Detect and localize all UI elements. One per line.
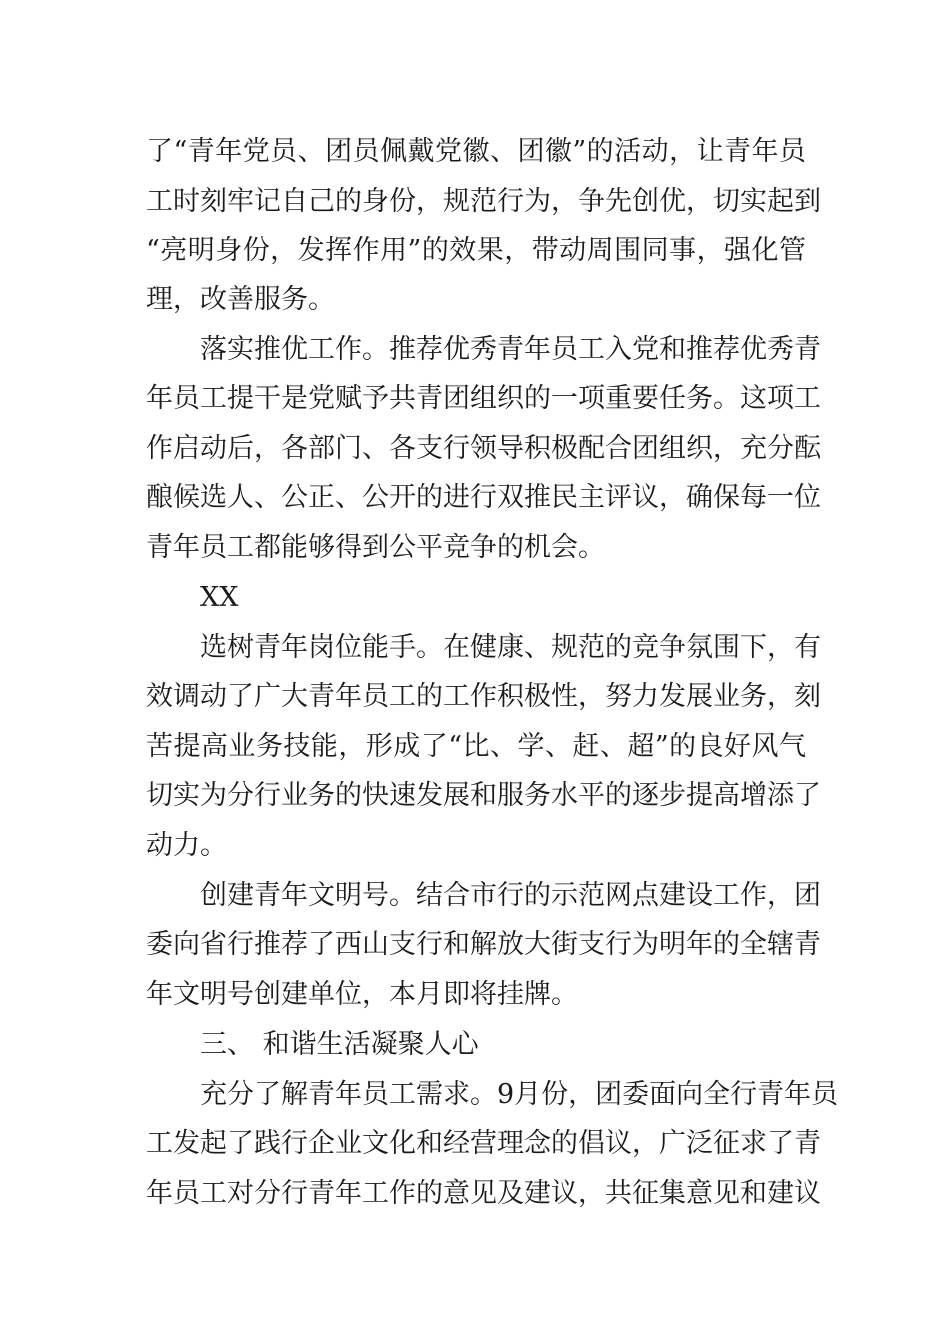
text-line: 年员工提干是党赋予共青团组织的一项重要任务。这项工 [146,383,821,414]
text-line: 青年员工都能够得到公平竞争的机会。 [146,532,605,563]
text-line: 了“青年党员、团员佩戴党徽、团徽”的活动，让青年员 [146,136,806,167]
text-line: 酿候选人、公正、公开的进行双推民主评议，确保每一位 [146,482,821,513]
text-line: 动力。 [146,830,227,861]
text-line: “亮明身份，发挥作用”的效果，带动周围同事，强化管 [146,235,806,266]
text-line: 作启动后，各部门、各支行领导积极配合团组织，充分酝 [146,433,821,464]
text-line: 创建青年文明号。结合市行的示范网点建设工作，团 [200,880,821,911]
text-line: 年文明号创建单位，本月即将挂牌。 [146,979,578,1010]
text-line: 充分了解青年员工需求。9月份，团委面向全行青年员 [200,1079,839,1110]
text-line: 选树青年岗位能手。在健康、规范的竞争氛围下，有 [200,632,821,663]
text-line: 委向省行推荐了西山支行和解放大街支行为明年的全辖青 [146,929,821,960]
text-line: 工发起了践行企业文化和经营理念的倡议，广泛征求了青 [146,1128,821,1159]
section-heading: 三、 和谐生活凝聚人心 [200,1029,479,1060]
text-line: 苦提高业务技能，形成了“比、学、赶、超”的良好风气 [146,731,806,762]
text-line: 工时刻牢记自己的身份，规范行为，争先创优，切实起到 [146,186,821,217]
text-line: 效调动了广大青年员工的工作积极性，努力发展业务，刻 [146,681,821,712]
text-line: 落实推优工作。推荐优秀青年员工入党和推荐优秀青 [200,334,821,365]
placeholder-text: XX [200,582,239,613]
text-line: 年员工对分行青年工作的意见及建议，共征集意见和建议 [146,1178,821,1209]
text-line: 理，改善服务。 [146,284,335,315]
text-line: 切实为分行业务的快速发展和服务水平的逐步提高增添了 [146,780,821,811]
